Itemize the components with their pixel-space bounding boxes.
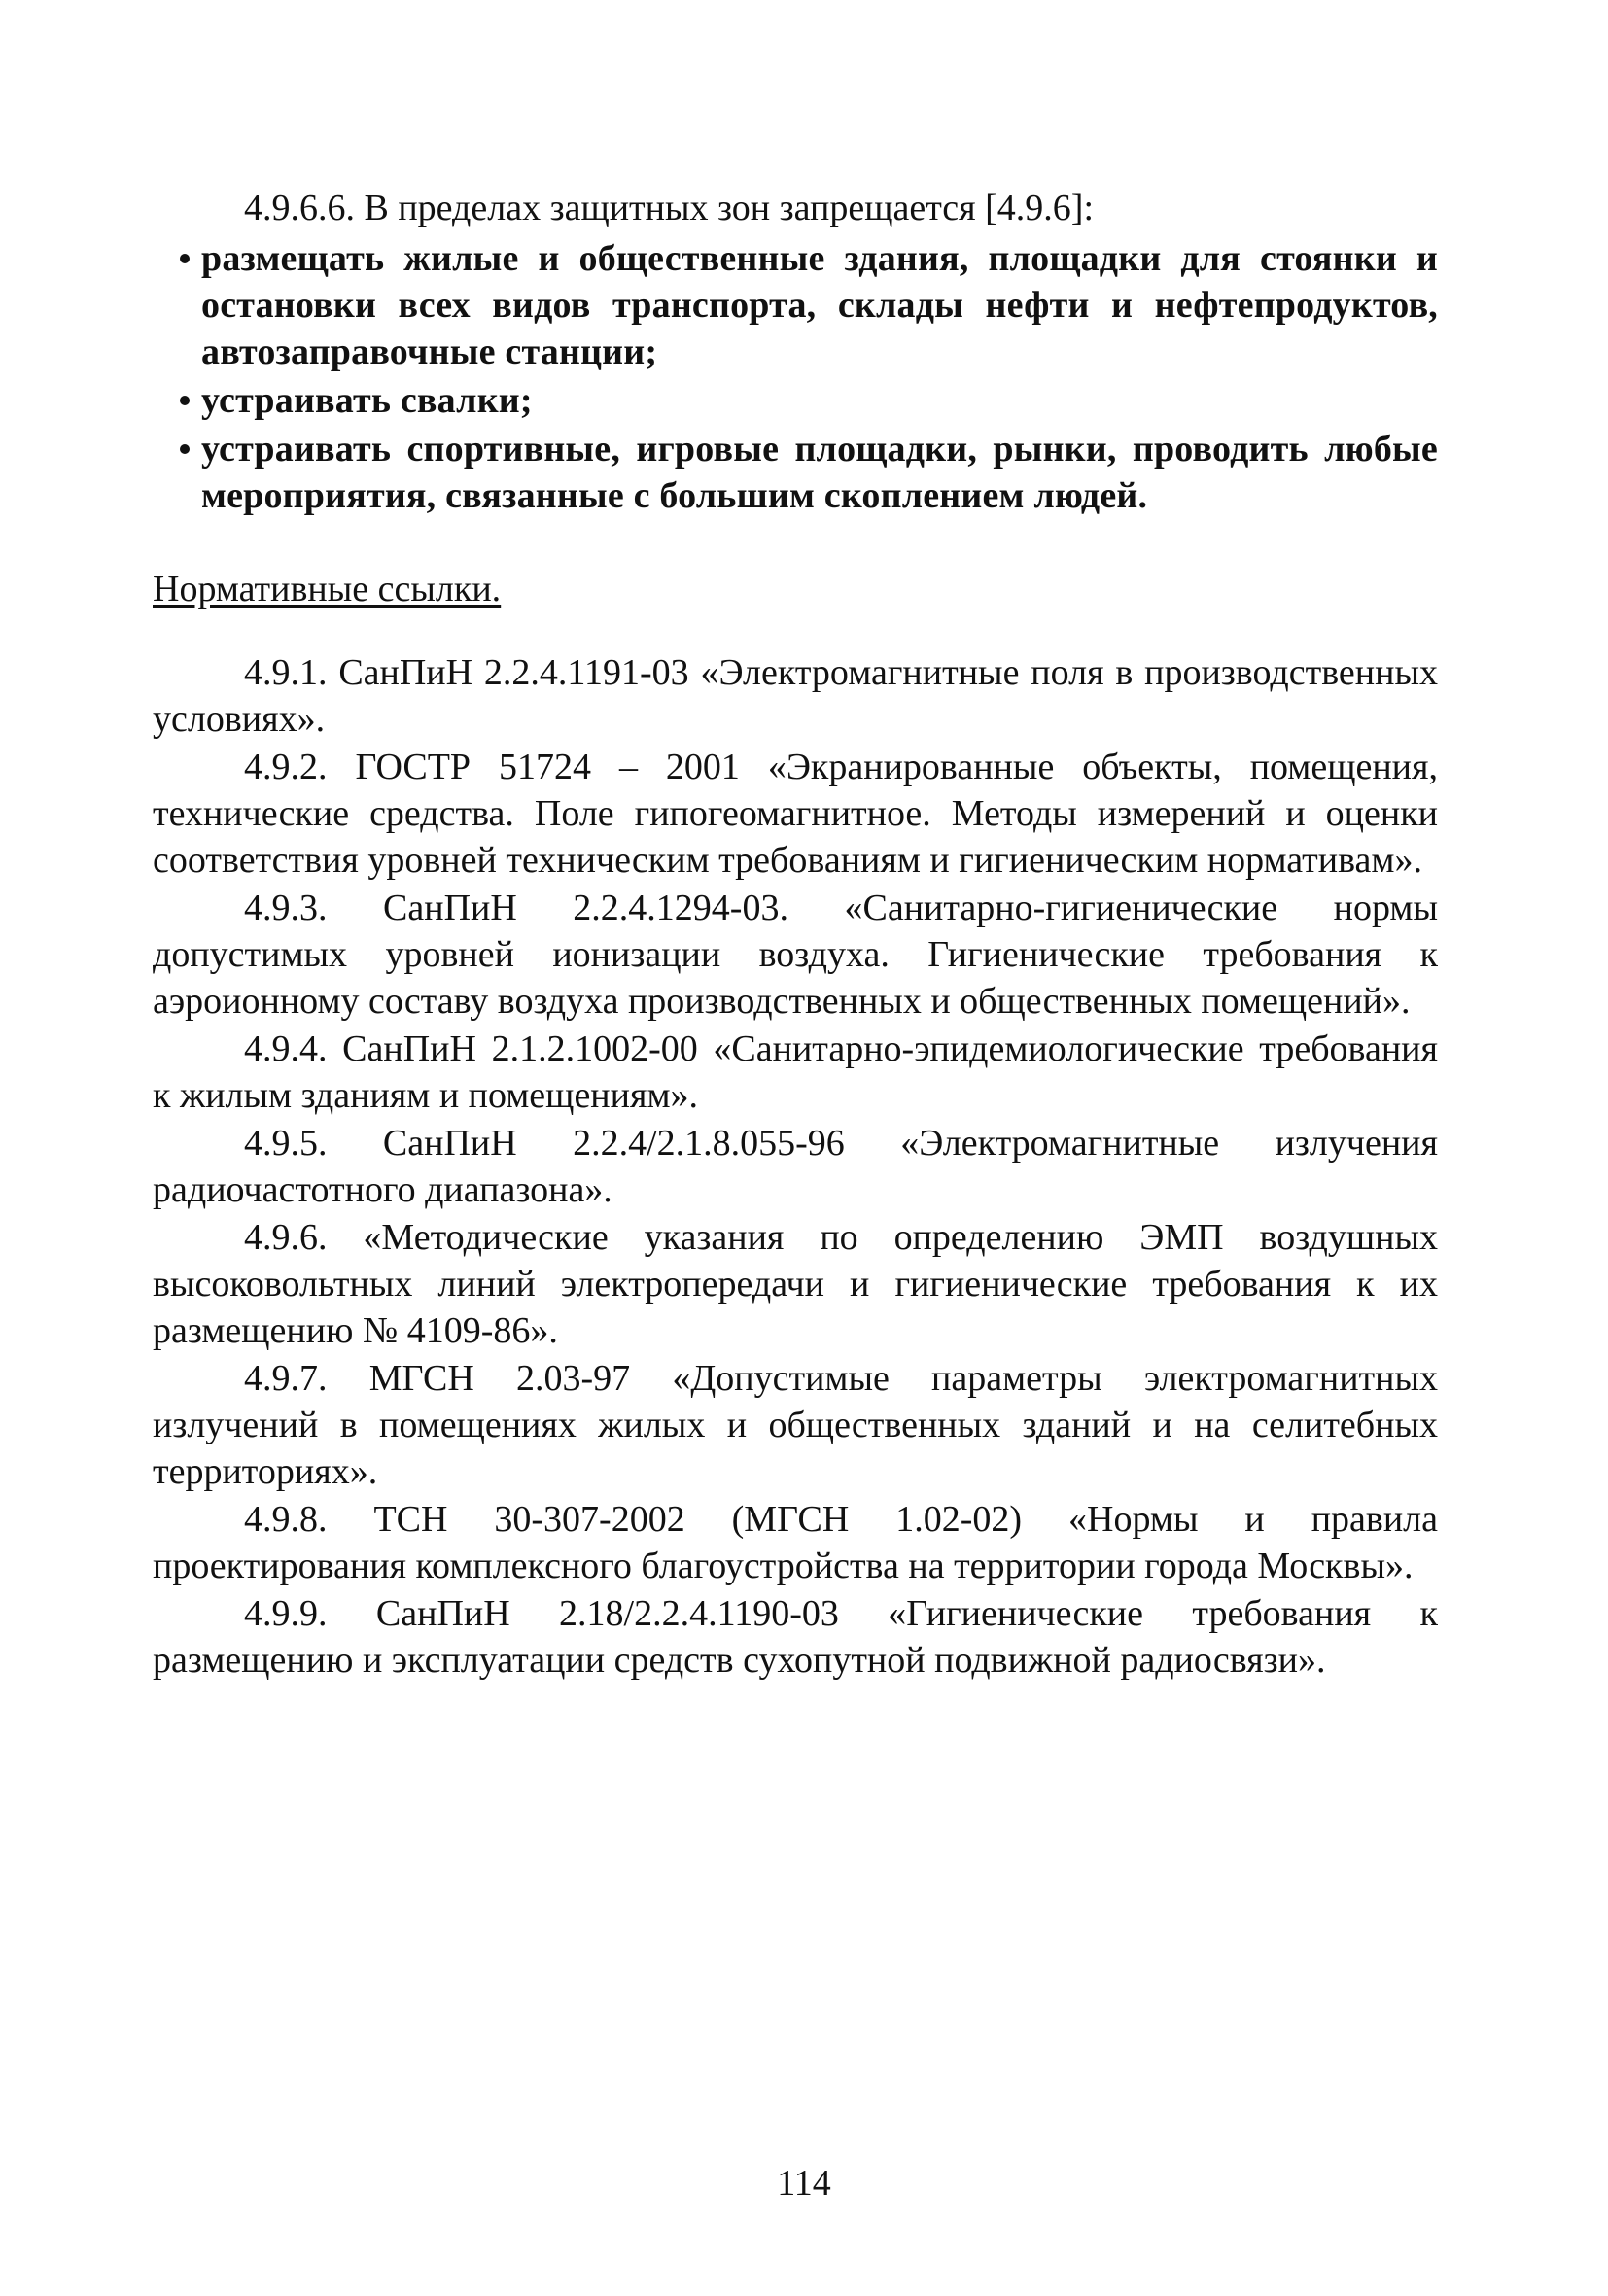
bullet-icon — [180, 444, 190, 454]
page-number: 114 — [777, 2163, 831, 2204]
list-item-text: устраивать спортивные, игровые площадки, рынки, проводить любые мероприятия, связанные с большим скоплением людей. — [201, 429, 1438, 516]
reference-item: 4.9.1. СанПиН 2.2.4.1191-03 «Электромагнитные поля в производственных условиях». — [153, 652, 1438, 740]
reference-item: 4.9.2. ГОСТР 51724 – 2001 «Экранированные объекты, помещения, технические средства. Поле гипогеомагнитное. Методы измерений и оценки соответствия уровней техническим требованиям и гигиеническим нормативам». — [153, 747, 1438, 881]
reference-item: 4.9.8. ТСН 30-307-2002 (МГСН 1.02-02) «Нормы и правила проектирования комплексного благоустройства на территории города Москвы». — [153, 1499, 1438, 1586]
reference-item: 4.9.9. СанПиН 2.18/2.2.4.1190-03 «Гигиенические требования к размещению и эксплуатации средств сухопутной подвижной радиосвязи». — [153, 1593, 1438, 1681]
intro-paragraph: 4.9.6.6. В пределах защитных зон запрещается [4.9.6]: — [244, 188, 1094, 228]
reference-item: 4.9.6. «Методические указания по определению ЭМП воздушных высоковольтных линий электропередачи и гигиенические требования к их размещению № 4109-86». — [153, 1217, 1438, 1351]
bullet-icon — [180, 396, 190, 405]
reference-item: 4.9.3. СанПиН 2.2.4.1294-03. «Санитарно-гигиенические нормы допустимых уровней ионизации воздуха. Гигиенические требования к аэроионному составу воздуха производственных и общественных помещений». — [153, 887, 1438, 1022]
references-list — [153, 649, 1438, 1684]
list-item — [153, 426, 1438, 519]
reference-item: 4.9.5. СанПиН 2.2.4/2.1.8.055-96 «Электромагнитные излучения радиочастотного диапазона». — [153, 1123, 1438, 1210]
reference-item: 4.9.7. МГСН 2.03-97 «Допустимые параметры электромагнитных излучений в помещениях жилых и общественных зданий и на селитебных территориях». — [153, 1358, 1438, 1492]
bullet-icon — [180, 254, 190, 263]
list-item-text: размещать жилые и общественные здания, площадки для стоянки и остановки всех видов транспорта, склады нефти и нефтепродуктов, автозаправочные станции; — [201, 238, 1438, 372]
list-item-text: устраивать свалки; — [201, 380, 533, 421]
restrictions-list — [153, 235, 1438, 519]
list-item — [153, 235, 1438, 375]
document-body — [153, 185, 1438, 1685]
reference-item: 4.9.4. СанПиН 2.1.2.1002-00 «Санитарно-эпидемиологические требования к жилым зданиям и помещениям». — [153, 1028, 1438, 1116]
list-item — [153, 377, 1438, 424]
section-title: Нормативные ссылки. — [153, 569, 502, 609]
